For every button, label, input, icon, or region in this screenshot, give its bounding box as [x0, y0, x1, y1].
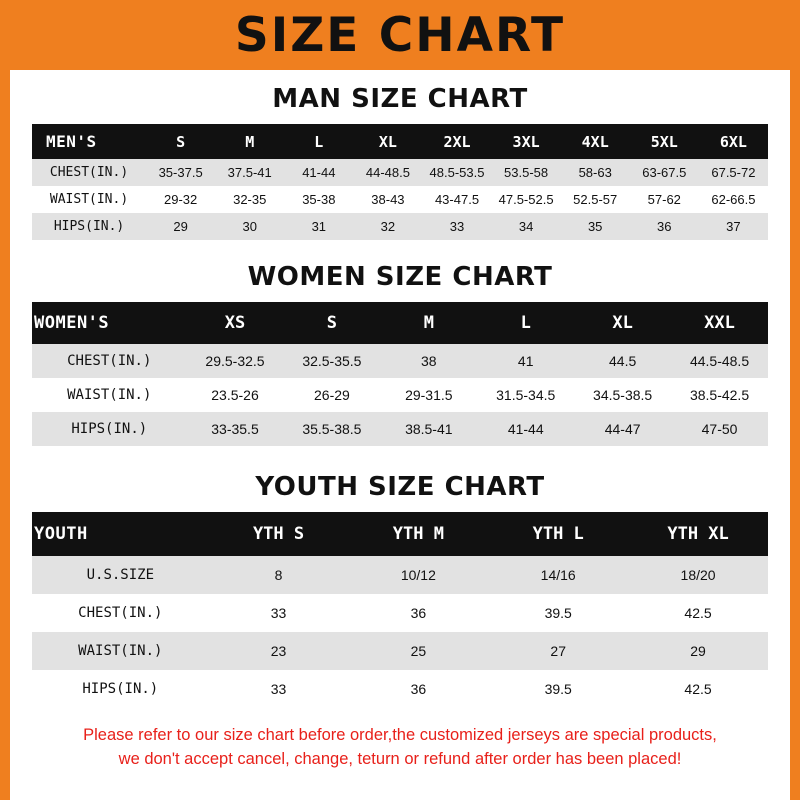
- cell: 8: [209, 556, 349, 594]
- women-header-l: L: [477, 302, 574, 344]
- cell: 31.5-34.5: [477, 378, 574, 412]
- table-row: [32, 159, 768, 186]
- cell: 57-62: [630, 186, 699, 213]
- chart-content: [10, 84, 790, 772]
- row-label: CHEST(IN.): [32, 159, 146, 186]
- cell: 53.5-58: [492, 159, 561, 186]
- row-label: CHEST(IN.): [32, 344, 187, 378]
- cell: 29-32: [146, 186, 215, 213]
- footer-line-2: we don't accept cancel, change, teturn or refund after order has been placed!: [118, 749, 682, 768]
- section-title-youth: YOUTH SIZE CHART: [255, 472, 545, 502]
- footer-notice: [32, 724, 768, 772]
- men-header-5xl: 5XL: [630, 124, 699, 159]
- men-header-3xl: 3XL: [492, 124, 561, 159]
- youth-header-m: YTH M: [348, 512, 488, 556]
- cell: 34.5-38.5: [574, 378, 671, 412]
- men-header-m: M: [215, 124, 284, 159]
- section-title-women: WOMEN SIZE CHART: [247, 262, 553, 292]
- row-label: WAIST(IN.): [32, 378, 187, 412]
- cell: 37.5-41: [215, 159, 284, 186]
- youth-header-s: YTH S: [209, 512, 349, 556]
- women-header-xxl: XXL: [671, 302, 768, 344]
- cell: 47-50: [671, 412, 768, 446]
- cell: 44.5-48.5: [671, 344, 768, 378]
- youth-header-label: YOUTH: [32, 512, 209, 556]
- cell: 44.5: [574, 344, 671, 378]
- cell: 38: [380, 344, 477, 378]
- cell: 10/12: [348, 556, 488, 594]
- section-title-men: MAN SIZE CHART: [272, 84, 528, 114]
- cell: 36: [348, 594, 488, 632]
- cell: 44-48.5: [353, 159, 422, 186]
- cell: 38.5-41: [380, 412, 477, 446]
- women-header-xl: XL: [574, 302, 671, 344]
- cell: 32.5-35.5: [283, 344, 380, 378]
- cell: 23.5-26: [187, 378, 284, 412]
- cell: 36: [348, 670, 488, 708]
- women-header-m: M: [380, 302, 477, 344]
- page-title: SIZE CHART: [234, 7, 566, 63]
- cell: 42.5: [628, 670, 768, 708]
- row-label: CHEST(IN.): [32, 594, 209, 632]
- youth-header-xl: YTH XL: [628, 512, 768, 556]
- cell: 67.5-72: [699, 159, 768, 186]
- cell: 38-43: [353, 186, 422, 213]
- cell: 47.5-52.5: [492, 186, 561, 213]
- cell: 41: [477, 344, 574, 378]
- cell: 35: [561, 213, 630, 240]
- men-header-2xl: 2XL: [422, 124, 491, 159]
- row-label: HIPS(IN.): [32, 412, 187, 446]
- cell: 23: [209, 632, 349, 670]
- cell: 48.5-53.5: [422, 159, 491, 186]
- women-header-xs: XS: [187, 302, 284, 344]
- cell: 32-35: [215, 186, 284, 213]
- table-row: [32, 670, 768, 708]
- cell: 35.5-38.5: [283, 412, 380, 446]
- table-header-row: [32, 512, 768, 556]
- youth-header-l: YTH L: [488, 512, 628, 556]
- cell: 42.5: [628, 594, 768, 632]
- men-header-label: MEN'S: [32, 124, 146, 159]
- men-header-l: L: [284, 124, 353, 159]
- cell: 41-44: [284, 159, 353, 186]
- cell: 52.5-57: [561, 186, 630, 213]
- cell: 29: [146, 213, 215, 240]
- footer-line-1: Please refer to our size chart before order,the customized jerseys are special products,: [83, 726, 717, 744]
- cell: 36: [630, 213, 699, 240]
- cell: 33: [209, 670, 349, 708]
- cell: 33: [422, 213, 491, 240]
- cell: 34: [492, 213, 561, 240]
- cell: 63-67.5: [630, 159, 699, 186]
- cell: 58-63: [561, 159, 630, 186]
- cell: 26-29: [283, 378, 380, 412]
- cell: 33: [209, 594, 349, 632]
- table-header-row: [32, 124, 768, 159]
- cell: 35-37.5: [146, 159, 215, 186]
- table-row: [32, 378, 768, 412]
- cell: 29: [628, 632, 768, 670]
- cell: 41-44: [477, 412, 574, 446]
- table-row: [32, 556, 768, 594]
- table-row: [32, 344, 768, 378]
- cell: 62-66.5: [699, 186, 768, 213]
- cell: 18/20: [628, 556, 768, 594]
- cell: 38.5-42.5: [671, 378, 768, 412]
- cell: 25: [348, 632, 488, 670]
- women-header-s: S: [283, 302, 380, 344]
- cell: 32: [353, 213, 422, 240]
- cell: 39.5: [488, 670, 628, 708]
- table-row: [32, 632, 768, 670]
- cell: 35-38: [284, 186, 353, 213]
- women-header-label: WOMEN'S: [32, 302, 187, 344]
- row-label: HIPS(IN.): [32, 670, 209, 708]
- cell: 31: [284, 213, 353, 240]
- cell: 43-47.5: [422, 186, 491, 213]
- men-size-table: [32, 124, 768, 240]
- cell: 37: [699, 213, 768, 240]
- cell: 27: [488, 632, 628, 670]
- men-header-6xl: 6XL: [699, 124, 768, 159]
- row-label: WAIST(IN.): [32, 632, 209, 670]
- table-row: [32, 213, 768, 240]
- table-header-row: [32, 302, 768, 344]
- table-row: [32, 186, 768, 213]
- men-header-4xl: 4XL: [561, 124, 630, 159]
- youth-size-table: [32, 512, 768, 708]
- men-header-xl: XL: [353, 124, 422, 159]
- table-row: [32, 412, 768, 446]
- cell: 29.5-32.5: [187, 344, 284, 378]
- women-size-table: [32, 302, 768, 446]
- cell: 14/16: [488, 556, 628, 594]
- men-header-s: S: [146, 124, 215, 159]
- cell: 44-47: [574, 412, 671, 446]
- cell: 29-31.5: [380, 378, 477, 412]
- page-banner: [0, 0, 800, 70]
- table-row: [32, 594, 768, 632]
- cell: 30: [215, 213, 284, 240]
- cell: 39.5: [488, 594, 628, 632]
- row-label: HIPS(IN.): [32, 213, 146, 240]
- cell: 33-35.5: [187, 412, 284, 446]
- row-label: WAIST(IN.): [32, 186, 146, 213]
- row-label: U.S.SIZE: [32, 556, 209, 594]
